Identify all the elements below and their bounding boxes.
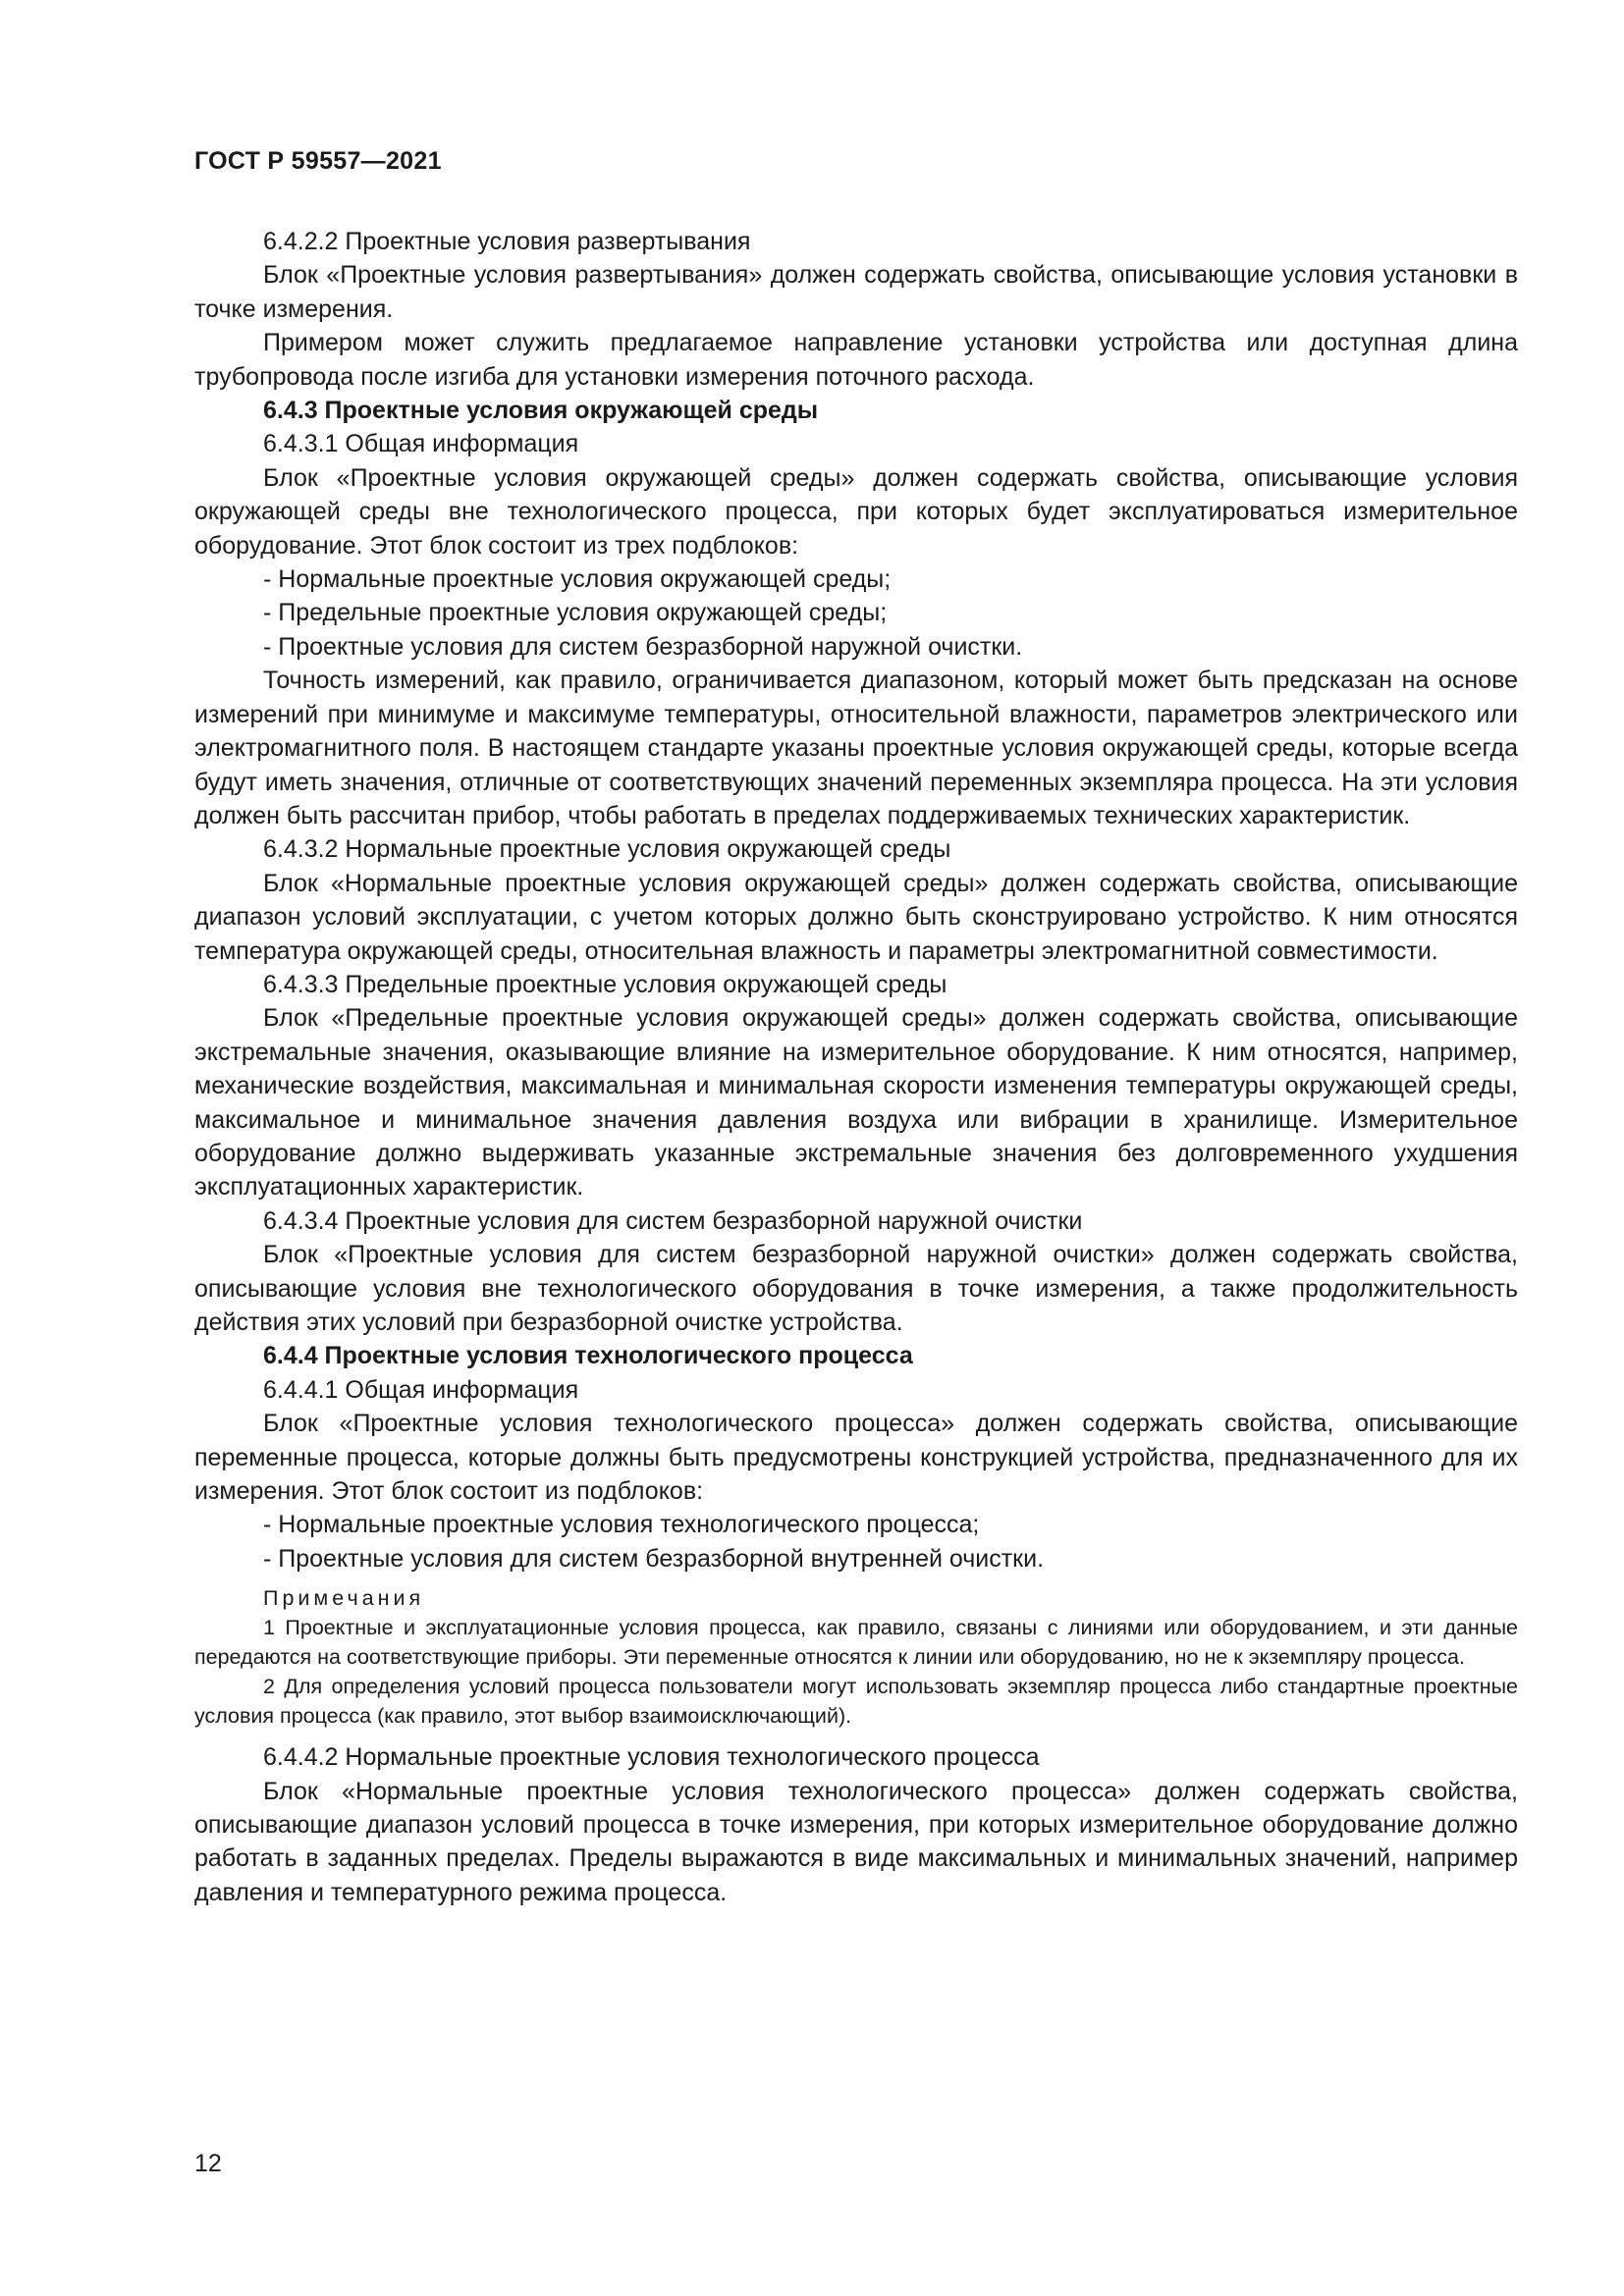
notes-section [194,1583,1518,1731]
paragraph: Точность измерений, как правило, ограничивается диапазоном, который может быть предсказан на основе измерений при минимуме и максимуме температуры, относительной влажности, параметров электрического или электромагнитного поля. В настоящем стандарте указаны проектные условия окружающей среды, которые всегда будут иметь значения, отличные от соответствующих значений переменных экземпляра процесса. На эти условия должен быть рассчитан прибор, чтобы работать в пределах поддерживаемых технических характеристик. [194,667,1518,829]
paragraph: Блок «Проектные условия развертывания» должен содержать свойства, описывающие условия установки в точке измерения. [194,261,1518,323]
paragraph: - Нормальные проектные условия технологического процесса; [263,1511,980,1539]
paragraph: Примером может служить предлагаемое направление установки устройства или доступная длина трубопровода после изгиба для установки измерения поточного расхода. [194,329,1518,391]
paragraph: 6.4.4.1 Общая информация [263,1375,579,1404]
text-blocks-after-notes [194,1740,1518,1909]
paragraph: Блок «Проектные условия для систем безразборной наружной очистки» должен содержать свойства, описывающие условия вне технологического оборудования в точке измерения, а также продолжительность действия этих условий при безразборной очистке устройства. [194,1241,1518,1336]
paragraph: 6.4.4.2 Нормальные проектные условия технологического процесса [263,1743,1040,1772]
paragraph: - Предельные проектные условия окружающей среды; [263,599,888,627]
paragraph: Блок «Проектные условия окружающей среды» должен содержать свойства, описывающие условия окружающей среды вне технологического процесса, при которых будет эксплуатироваться измерительное оборудование. Этот блок состоит из трех подблоков: [194,463,1518,560]
note-item: 2 Для определения условий процесса пользователи могут использовать экземпляр процесса либо стандартные проектные условия процесса (как правило, этот выбор взаимоисключающий). [194,1675,1518,1729]
paragraph: Блок «Предельные проектные условия окружающей среды» должен содержать свойства, описывающие экстремальные значения, оказывающие влияние на измерительное оборудование. К ним относятся, например, механические воздействия, максимальная и минимальная скорости изменения температуры окружающей среды, максимальное и минимальное значения давления воздуха или вибрации в хранилище. Измерительное оборудование должно выдерживать указанные экстремальные значения без долговременного ухудшения эксплуатационных характеристик. [194,1004,1518,1201]
paragraph: Блок «Проектные условия технологического процесса» должен содержать свойства, описывающие переменные процесса, которые должны быть предусмотрены конструкцией устройства, предназначенного для их измерения. Этот блок состоит из подблоков: [194,1410,1518,1506]
section-heading: 6.4.3 Проектные условия окружающей среды [263,397,819,425]
paragraph: 6.4.3.1 Общая информация [263,430,579,458]
paragraph: - Проектные условия для систем безразборной наружной очистки. [263,632,1023,661]
paragraph: Блок «Нормальные проектные условия окружающей среды» должен содержать свойства, описывающие диапазон условий эксплуатации, с учетом которых должно быть сконструировано устройство. К ним относятся температура окружающей среды, относительная влажность и параметры электромагнитной совместимости. [194,869,1518,965]
paragraph: Блок «Нормальные проектные условия технологического процесса» должен содержать свойства, описывающие диапазон условий процесса в точке измерения, при которых измерительное оборудование должно работать в заданных пределах. Пределы выражаются в виде максимальных и минимальных значений, например давления и температурного режима процесса. [194,1777,1518,1906]
section-heading: 6.4.4 Проектные условия технологического процесса [263,1342,913,1370]
note-item: 1 Проектные и эксплуатационные условия процесса, как правило, связаны с линиями или оборудованием, и эти данные передаются на соответствующие приборы. Эти переменные относятся к линии или оборудованию, но не к экземпляру процесса. [194,1616,1518,1670]
paragraph: 6.4.2.2 Проектные условия развертывания [263,228,751,255]
paragraph: 6.4.3.3 Предельные проектные условия окружающей среды [263,970,947,998]
page-number: 12 [194,2150,222,2177]
paragraph: 6.4.3.2 Нормальные проектные условия окружающей среды [263,835,951,864]
paragraph: 6.4.3.4 Проектные условия для систем безразборной наружной очистки [263,1206,1083,1235]
paragraph: - Нормальные проектные условия окружающей среды; [263,565,892,594]
document-body [194,225,1518,1909]
main-text-blocks [194,225,1518,1575]
document-header: ГОСТ Р 59557—2021 [194,147,442,175]
notes-title: Примечания [263,1586,425,1611]
paragraph: - Проектные условия для систем безразборной внутренней очистки. [263,1544,1045,1573]
